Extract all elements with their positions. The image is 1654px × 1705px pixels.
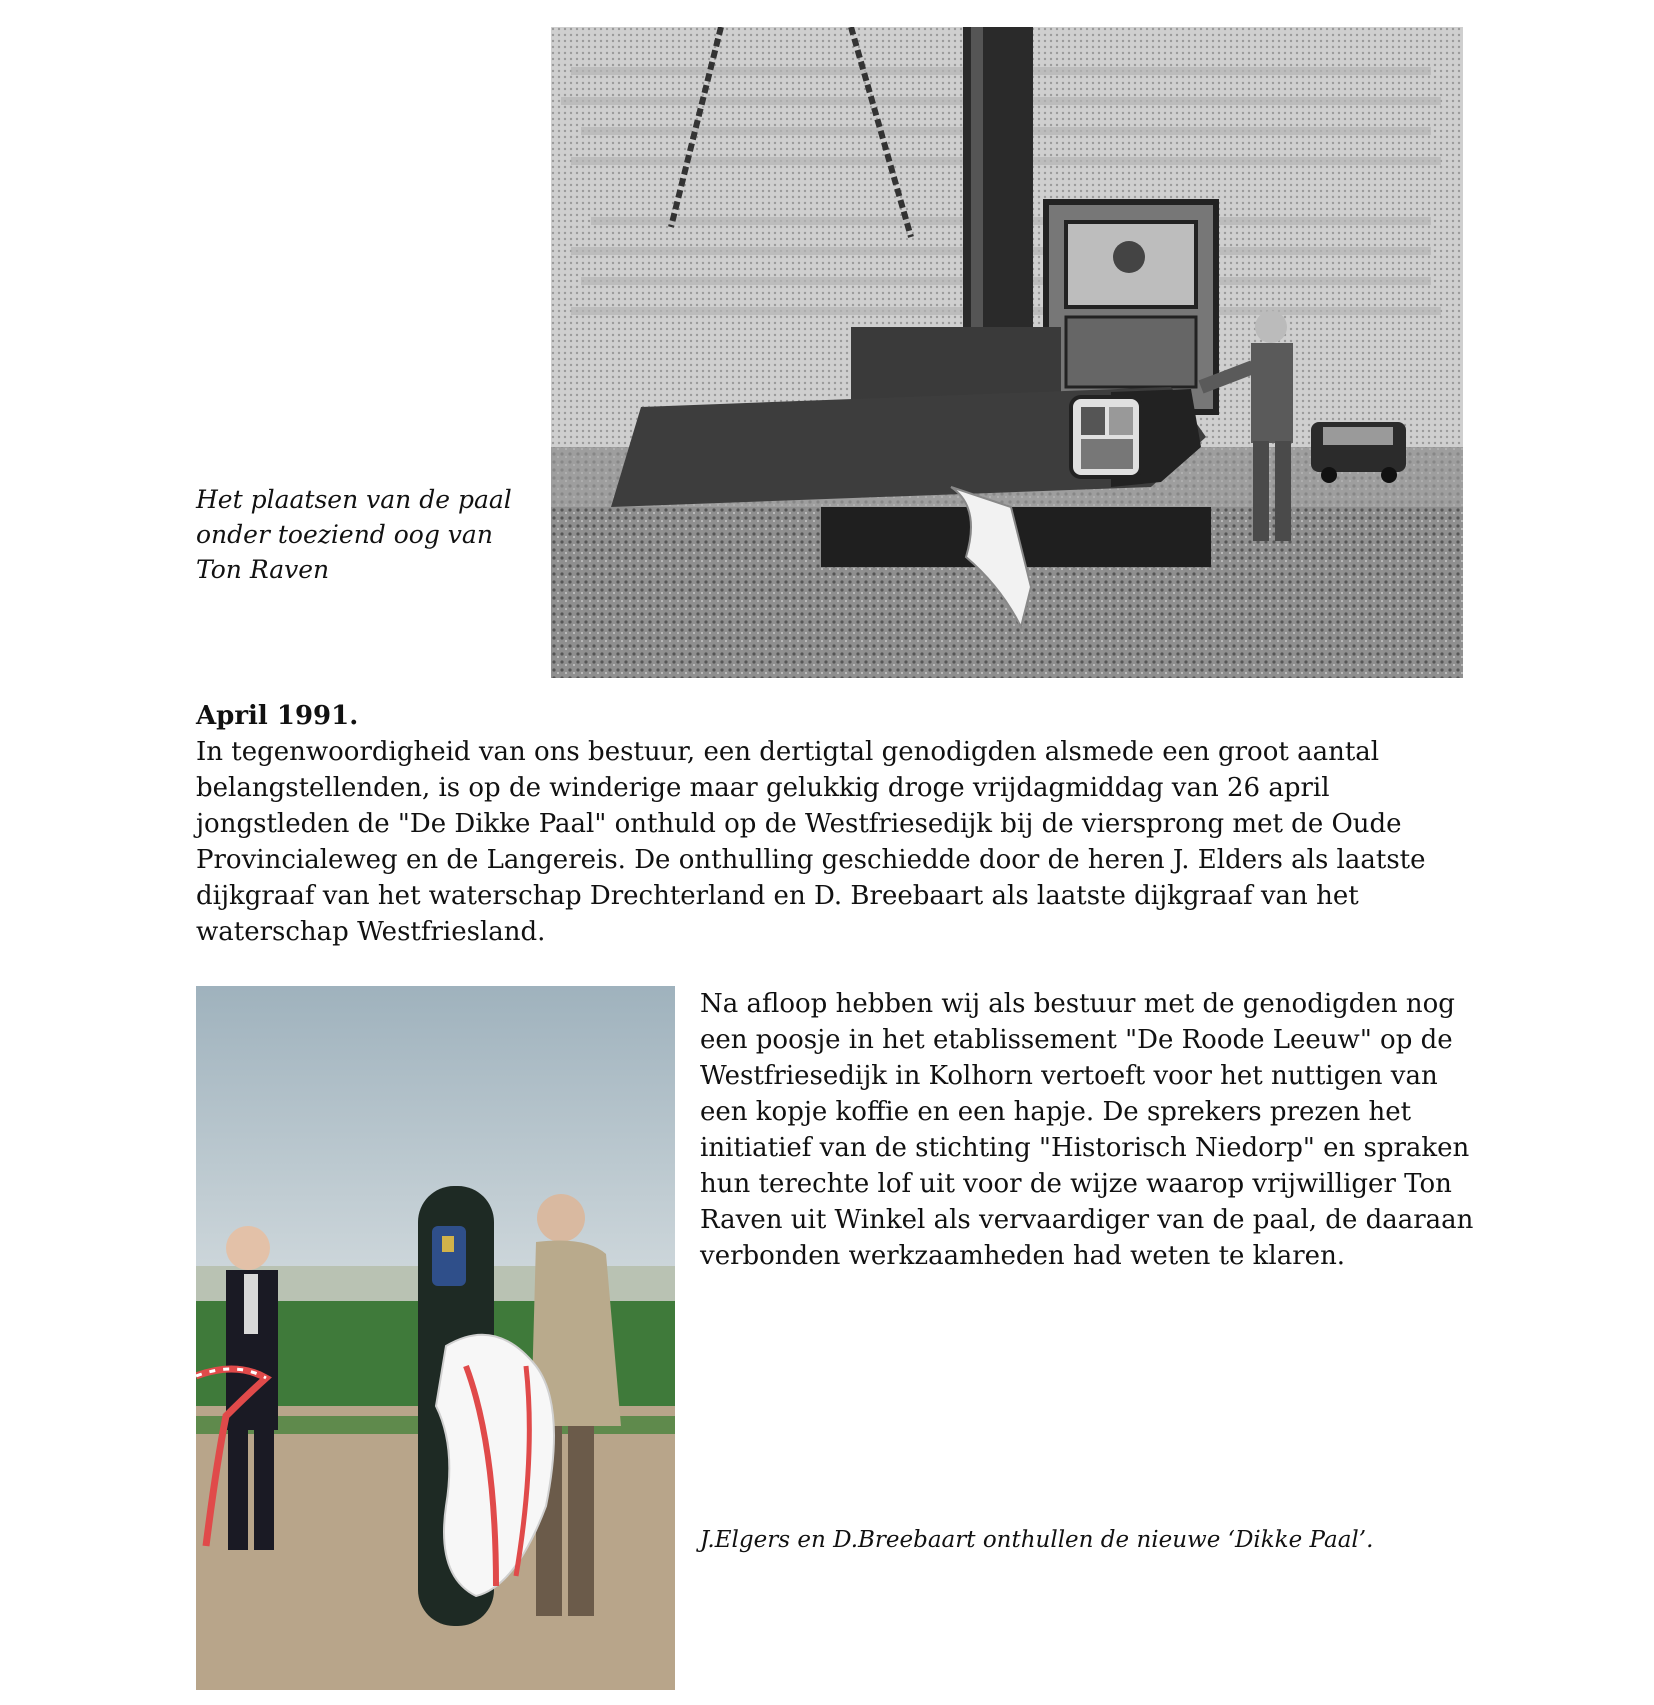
paragraph-line: Raven uit Winkel als vervaardiger van de paal, de daaraan [700,1205,1474,1235]
photo-caption-top [196,482,526,587]
caption-top-line: Het plaatsen van de paal [196,485,512,514]
photo-caption-bottom: J.Elgers en D.Breebaart onthullen de nieuwe ‘Dikke Paal’. [700,1527,1374,1553]
caption-top-line: onder toeziend oog van [196,520,493,549]
unveiling-photo [196,986,675,1690]
paragraph-line: dijkgraaf van het waterschap Drechterland en D. Breebaart als laatste dijkgraaf van het [196,881,1359,911]
paragraph-line: Provincialeweg en de Langereis. De onthulling geschiedde door de heren J. Elders als laatste [196,845,1426,875]
paragraph-line: Westfriesedijk in Kolhorn vertoeft voor het nuttigen van [700,1061,1438,1091]
article-paragraph-2 [700,986,1474,1274]
caption-top-line: Ton Raven [196,555,330,584]
crane-photo-illustration [551,27,1463,678]
article-paragraph-1 [196,734,1456,950]
crane-placing-post-photo [551,27,1463,678]
paragraph-line: waterschap Westfriesland. [196,917,546,947]
article-date-heading: April 1991. [196,701,359,731]
paragraph-line: hun terechte lof uit voor de wijze waarop vrijwilliger Ton [700,1169,1452,1199]
paragraph-line: een poosje in het etablissement "De Roode Leeuw" op de [700,1025,1453,1055]
paragraph-line: initiatief van de stichting "Historisch Niedorp" en spraken [700,1133,1470,1163]
paragraph-line: belangstellenden, is op de winderige maar gelukkig droge vrijdagmiddag van 26 april [196,773,1330,803]
unveiling-photo-illustration [196,986,675,1690]
paragraph-line: jongstleden de "De Dikke Paal" onthuld op de Westfriesedijk bij de viersprong met de Oude [196,809,1402,839]
paragraph-line: een kopje koffie en een hapje. De sprekers prezen het [700,1097,1412,1127]
paragraph-line: In tegenwoordigheid van ons bestuur, een dertigtal genodigden alsmede een groot aantal [196,737,1380,767]
paragraph-line: verbonden werkzaamheden had weten te klaren. [700,1241,1346,1271]
paragraph-line: Na afloop hebben wij als bestuur met de genodigden nog [700,989,1455,1019]
